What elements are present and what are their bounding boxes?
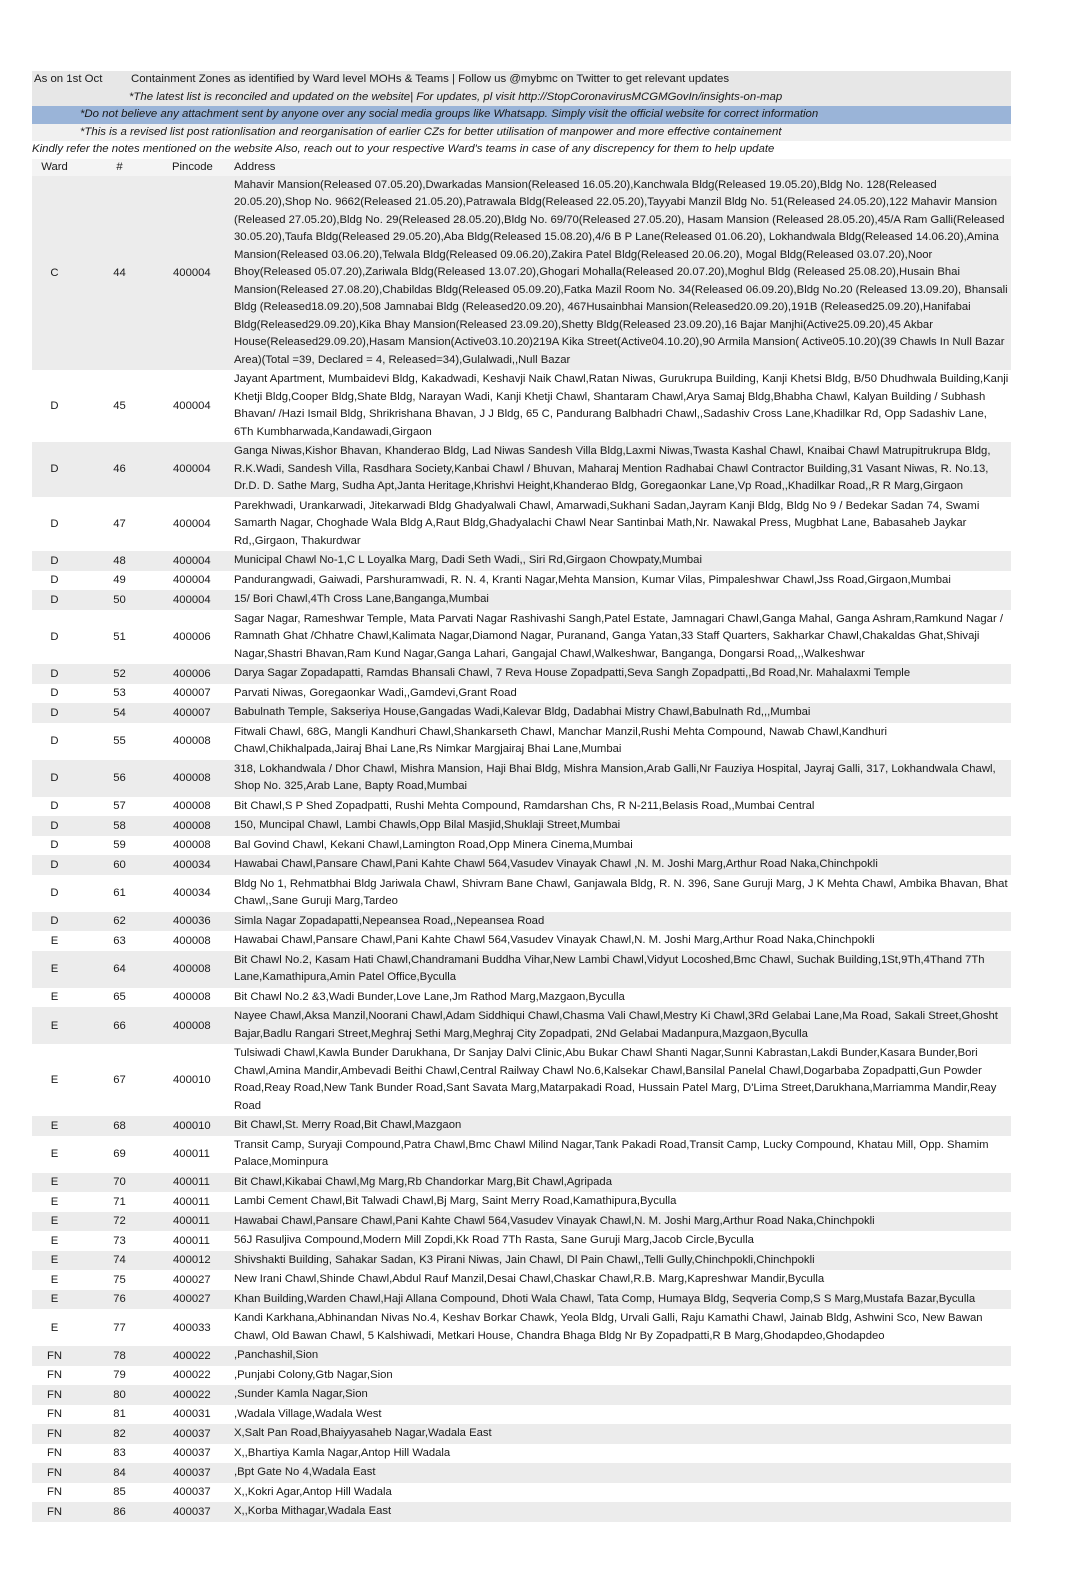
table-row (32, 1309, 1011, 1346)
ward-cell: E (32, 951, 77, 988)
ward-cell: D (32, 370, 77, 442)
pincode-cell: 400034 (162, 855, 232, 875)
pincode-cell: 400008 (162, 988, 232, 1008)
note-latest: *The latest list is reconciled and updated on the website| For updates, pl visit http://StopCoronavirusMCGMGovIn/insights-on-map (32, 89, 1011, 107)
ward-cell: FN (32, 1385, 77, 1405)
pincode-cell: 400034 (162, 875, 232, 912)
table-row (32, 1270, 1011, 1290)
number-cell: 56 (77, 760, 162, 797)
pincode-cell: 400036 (162, 912, 232, 932)
pincode-cell: 400004 (162, 590, 232, 610)
number-cell: 59 (77, 836, 162, 856)
table-row (32, 1136, 1011, 1173)
address-cell: Simla Nagar Zopadapatti,Nepeansea Road,,Nepeansea Road (232, 912, 1011, 932)
number-cell: 63 (77, 931, 162, 951)
ward-cell: D (32, 590, 77, 610)
number-cell: 69 (77, 1136, 162, 1173)
table-row (32, 951, 1011, 988)
address-cell: Sagar Nagar, Rameshwar Temple, Mata Parvati Nagar Rashivashi Sangh,Patel Estate, Jamnagari Chawl,Ganga Mahal, Ganga Ashram,Ramkund Nagar / Ramnath Ghat /Chhatre Chawl,Kalimata Nagar,Diamond Nagar, Puranand, Ganga Yatan,33 Staff Quarters, Sakharkar Chawl,Chakaldas Ghat,Shivaji Nagar,Shastri Bhavan,Ram Kund Nagar,Ganga Lahari, Gangajal Chawl,Walkeshwar, Banganga, Dongarsi Road,,,Walkeshwar (232, 610, 1011, 665)
table-row (32, 1346, 1011, 1366)
number-cell: 46 (77, 442, 162, 497)
column-header-number: # (77, 159, 162, 176)
address-cell: Bldg No 1, Rehmatbhai Bldg Jariwala Chawl, Shivram Bane Chawl, Ganjawala Bldg, R. N. 396, Sane Guruji Marg, J K Mehta Chawl, Ambika Bhavan, Bhat Chawl,,Sane Guruji Marg,Tardeo (232, 875, 1011, 912)
ward-cell: E (32, 1192, 77, 1212)
address-cell: Hawabai Chawl,Pansare Chawl,Pani Kahte Chawl 564,Vasudev Vinayak Chawl,N. M. Joshi Marg,Arthur Road Naka,Chinchpokli (232, 931, 1011, 951)
column-header-row (32, 159, 1011, 176)
ward-cell: D (32, 816, 77, 836)
number-cell: 64 (77, 951, 162, 988)
address-cell: Khan Building,Warden Chawl,Haji Allana Compound, Dhoti Wala Chawl, Tata Comp, Humaya Bldg, Seqveria Comp,S S Marg,Mustafa Bazar,Byculla (232, 1290, 1011, 1310)
address-cell: Babulnath Temple, Sakseriya House,Gangadas Wadi,Kalevar Bldg, Dadabhai Mistry Chawl,Babulnath Rd,,,Mumbai (232, 703, 1011, 723)
number-cell: 86 (77, 1502, 162, 1522)
table-row (32, 1044, 1011, 1116)
ward-cell: E (32, 1116, 77, 1136)
number-cell: 67 (77, 1044, 162, 1116)
number-cell: 51 (77, 610, 162, 665)
pincode-cell: 400007 (162, 703, 232, 723)
table-row (32, 1231, 1011, 1251)
table-row (32, 684, 1011, 704)
number-cell: 61 (77, 875, 162, 912)
number-cell: 76 (77, 1290, 162, 1310)
address-cell: Mahavir Mansion(Released 07.05.20),Dwarkadas Mansion(Released 16.05.20),Kanchwala Bldg(Released 19.05.20),Bldg No. 128(Released 20.05.20),Shop No. 9662(Released 21.05.20),Patrawala Bldg(Released 22.05.20),Tayyabi Manzil Bldg No. 51(Released 24.05.20),122 Mahavir Mansion (Released 27.05.20),Bldg No. 29(Released 28.05.20),Bldg No. 69/70(Released 27.05.20), Hasam Mansion (Released 28.05.20),45/A Ram Galli(Released 30.05.20),Taufa Bldg(Released 29.05.20),Aba Bldg(Released 15.08.20),4/6 B P Lane(Released 01.06.20), Lokhandwala Bldg(Released 14.06.20),Amina Mansion(Released 03.06.20),Telwala Bldg(Released 09.06.20),Zakira Patel Bldg(Released 20.06.20), Mogal Bldg(Released 03.07.20),Noor Bhoy(Released 05.07.20),Zariwala Bldg(Released 13.07.20),Ghogari Mohalla(Released 20.07.20),Moghul Bldg (Released 25.08.20),Husain Bhai Mansion(Released 27.08.20),Chabildas Bldg(Released 05.09.20),Fatka Mazil Room No. 34(Released 06.09.20),Bldg No.20 (Released 13.09.20), Bhansali Bldg (Released18.09.20),508 Jamnabai Bldg (Released20.09.20), 467Husainbhai Mansion(Released20.09.20),191B (Released25.09.20),Hanifabai Bldg(Released29.09.20),Kika Bhay Mansion(Released 23.09.20),Shetty Bldg(Released 23.09.20),16 Bajar Manjhi(Active25.09.20),45 Akbar House(Released29.09.20),Hasam Mansion(Active03.10.20)219A Kika Street(Active04.10.20),90 Armila Mansion( Active05.10.20)(39 Chawls In Null Bazar Area)(Total =39, Declared = 4, Released=34),Gulalwadi,,Null Bazar (232, 176, 1011, 371)
number-cell: 81 (77, 1405, 162, 1425)
table-row (32, 590, 1011, 610)
table-row (32, 610, 1011, 665)
ward-cell: E (32, 1173, 77, 1193)
table-row (32, 912, 1011, 932)
number-cell: 45 (77, 370, 162, 442)
pincode-cell: 400037 (162, 1444, 232, 1464)
pincode-cell: 400010 (162, 1044, 232, 1116)
number-cell: 57 (77, 797, 162, 817)
number-cell: 68 (77, 1116, 162, 1136)
table-row (32, 571, 1011, 591)
table-row (32, 551, 1011, 571)
address-cell: ,Wadala Village,Wadala West (232, 1405, 1011, 1425)
number-cell: 58 (77, 816, 162, 836)
address-cell: Bal Govind Chawl, Kekani Chawl,Lamington Road,Opp Minera Cinema,Mumbai (232, 836, 1011, 856)
table-row (32, 1116, 1011, 1136)
table-row (32, 1290, 1011, 1310)
ward-cell: D (32, 703, 77, 723)
table-row (32, 1405, 1011, 1425)
pincode-cell: 400008 (162, 723, 232, 760)
table-row (32, 816, 1011, 836)
pincode-cell: 400022 (162, 1385, 232, 1405)
number-cell: 65 (77, 988, 162, 1008)
ward-cell: E (32, 988, 77, 1008)
address-cell: Tulsiwadi Chawl,Kawla Bunder Darukhana, Dr Sanjay Dalvi Clinic,Abu Bukar Chawl Shanti Nagar,Sunni Kabrastan,Lakdi Bunder,Kasara Bunder,Bori Chawl,Amina Mandir,Ambevadi Beithi Chawl,Central Railway Chawl No.6,Kalsekar Chawl,Bansilal Panelal Chawl,Dogarbaba Zopadpatti,Gun Powder Road,Reay Road,New Tank Bunder Road,Sant Savata Marg,Matarpakadi Road, Hussain Patel Marg, D'Lima Street,Darukhana,Marriamma Mandir,Reay Road (232, 1044, 1011, 1116)
pincode-cell: 400004 (162, 370, 232, 442)
number-cell: 84 (77, 1463, 162, 1483)
number-cell: 48 (77, 551, 162, 571)
pincode-cell: 400008 (162, 797, 232, 817)
table-row (32, 988, 1011, 1008)
table-row (32, 442, 1011, 497)
number-cell: 79 (77, 1366, 162, 1386)
number-cell: 74 (77, 1251, 162, 1271)
ward-cell: E (32, 1231, 77, 1251)
table-row (32, 1463, 1011, 1483)
pincode-cell: 400008 (162, 816, 232, 836)
table-body (32, 176, 1011, 1522)
number-cell: 73 (77, 1231, 162, 1251)
address-cell: X,,Bhartiya Kamla Nagar,Antop Hill Wadala (232, 1444, 1011, 1464)
ward-cell: FN (32, 1405, 77, 1425)
containment-zone-sheet (32, 71, 1011, 1522)
note-kindly: Kindly refer the notes mentioned on the website Also, reach out to your respective Ward's teams in case of any discrepency for them to help update (32, 141, 1011, 159)
column-header-address: Address (232, 159, 1011, 176)
address-cell: Bit Chawl No.2 &3,Wadi Bunder,Love Lane,Jm Rathod Marg,Mazgaon,Byculla (232, 988, 1011, 1008)
ward-cell: E (32, 1136, 77, 1173)
as-on-date: As on 1st Oct (34, 73, 103, 85)
number-cell: 54 (77, 703, 162, 723)
number-cell: 70 (77, 1173, 162, 1193)
number-cell: 72 (77, 1212, 162, 1232)
ward-cell: E (32, 1290, 77, 1310)
table-row (32, 760, 1011, 797)
address-cell: Bit Chawl,S P Shed Zopadpatti, Rushi Mehta Compound, Ramdarshan Chs, R N-211,Belasis Road,,Mumbai Central (232, 797, 1011, 817)
ward-cell: D (32, 797, 77, 817)
pincode-cell: 400037 (162, 1463, 232, 1483)
number-cell: 75 (77, 1270, 162, 1290)
ward-cell: D (32, 664, 77, 684)
address-cell: Municipal Chawl No-1,C L Loyalka Marg, Dadi Seth Wadi,, Siri Rd,Girgaon Chowpaty,Mumbai (232, 551, 1011, 571)
ward-cell: E (32, 931, 77, 951)
pincode-cell: 400004 (162, 551, 232, 571)
pincode-cell: 400011 (162, 1231, 232, 1251)
pincode-cell: 400008 (162, 931, 232, 951)
number-cell: 60 (77, 855, 162, 875)
pincode-cell: 400004 (162, 442, 232, 497)
table-row (32, 1502, 1011, 1522)
pincode-cell: 400008 (162, 951, 232, 988)
number-cell: 55 (77, 723, 162, 760)
ward-cell: C (32, 176, 77, 371)
address-cell: X,Salt Pan Road,Bhaiyyasaheb Nagar,Wadala East (232, 1424, 1011, 1444)
pincode-cell: 400006 (162, 664, 232, 684)
number-cell: 66 (77, 1007, 162, 1044)
pincode-cell: 400006 (162, 610, 232, 665)
number-cell: 71 (77, 1192, 162, 1212)
ward-cell: E (32, 1212, 77, 1232)
table-row (32, 1444, 1011, 1464)
ward-cell: FN (32, 1502, 77, 1522)
ward-cell: FN (32, 1346, 77, 1366)
address-cell: Parekhwadi, Urankarwadi, Jitekarwadi Bldg Ghadyalwali Chawl, Amarwadi,Sukhani Sadan,Jayram Kanji Bldg, Bldg No 9 / Bedekar Sadan 74, Swami Samarth Nagar, Choghade Wala Bldg A,Raut Bldg,Ghadyalachi Chawl Near Santinbai Math,Nr. Nawakal Press, Mugbhat Lane, Babasaheb Jaykar Rd,,Girgaon, Thakurdwar (232, 497, 1011, 552)
table-row (32, 703, 1011, 723)
ward-cell: FN (32, 1424, 77, 1444)
pincode-cell: 400004 (162, 571, 232, 591)
table-row (32, 1366, 1011, 1386)
table-row (32, 497, 1011, 552)
address-cell: Fitwali Chawl, 68G, Mangli Kandhuri Chawl,Shankarseth Chawl, Manchar Manzil,Rushi Mehta Compound, Nawab Chawl,Kandhuri Chawl,Chikhalpada,Jairaj Bhai Lane,Rs Nimkar Margjairaj Bhai Lane,Mumbai (232, 723, 1011, 760)
ward-cell: D (32, 684, 77, 704)
address-cell: Ganga Niwas,Kishor Bhavan, Khanderao Bldg, Lad Niwas Sandesh Villa Bldg,Laxmi Niwas,Twasta Kashal Chawl, Knaibai Chawl Matrupitrukrupa Bldg, R.K.Wadi, Sandesh Villa, Rasdhara Society,Kanbai Chawl / Bhuvan, Maharaj Mention Radhabai Chawl Contractor Building,31 Vasant Niwas, R. No.13, Dr.D. D. Sathe Marg, Sudha Apt,Janta Heritage,Khrishvi Height,Khanderao Bldg, Goregaonkar Lane,Vp Road,,Khadilkar Road,,R R Marg,Girgaon (232, 442, 1011, 497)
column-header-pincode: Pincode (162, 159, 232, 176)
address-cell: Darya Sagar Zopadapatti, Ramdas Bhansali Chawl, 7 Reva House Zopadpatti,Seva Sangh Zopadpatti,,Bd Road,Nr. Mahalaxmi Temple (232, 664, 1011, 684)
pincode-cell: 400033 (162, 1309, 232, 1346)
ward-cell: E (32, 1044, 77, 1116)
ward-cell: D (32, 912, 77, 932)
address-cell: Parvati Niwas, Goregaonkar Wadi,,Gamdevi,Grant Road (232, 684, 1011, 704)
number-cell: 53 (77, 684, 162, 704)
table-row (32, 1483, 1011, 1503)
address-cell: Pandurangwadi, Gaiwadi, Parshuramwadi, R. N. 4, Kranti Nagar,Mehta Mansion, Kumar Vilas, Pimpaleshwar Chawl,Jss Road,Girgaon,Mumbai (232, 571, 1011, 591)
pincode-cell: 400027 (162, 1270, 232, 1290)
address-cell: Shivshakti Building, Sahakar Sadan, K3 Pirani Niwas, Jain Chawl, Dl Pain Chawl,,Telli Gully,Chinchpokli,Chinchpokli (232, 1251, 1011, 1271)
address-cell: 318, Lokhandwala / Dhor Chawl, Mishra Mansion, Haji Bhai Bldg, Mishra Mansion,Arab Galli,Nr Fauziya Hospital, Jayraj Galli, 317, Lokhandwala Chawl, Shop No. 325,Arab Lane, Bapty Road,Mumbai (232, 760, 1011, 797)
pincode-cell: 400008 (162, 836, 232, 856)
number-cell: 50 (77, 590, 162, 610)
table-row (32, 1212, 1011, 1232)
address-cell: ,Panchashil,Sion (232, 1346, 1011, 1366)
ward-cell: D (32, 497, 77, 552)
pincode-cell: 400011 (162, 1192, 232, 1212)
number-cell: 85 (77, 1483, 162, 1503)
pincode-cell: 400008 (162, 760, 232, 797)
ward-cell: D (32, 551, 77, 571)
address-cell: 56J Rasuljiva Compound,Modern Mill Zopdi,Kk Road 7Th Rasta, Sane Guruji Marg,Jacob Circle,Byculla (232, 1231, 1011, 1251)
pincode-cell: 400007 (162, 684, 232, 704)
pincode-cell: 400012 (162, 1251, 232, 1271)
number-cell: 77 (77, 1309, 162, 1346)
pincode-cell: 400008 (162, 1007, 232, 1044)
address-cell: 15/ Bori Chawl,4Th Cross Lane,Banganga,Mumbai (232, 590, 1011, 610)
address-cell: ,Punjabi Colony,Gtb Nagar,Sion (232, 1366, 1011, 1386)
table-row (32, 1424, 1011, 1444)
column-header-ward: Ward (32, 159, 77, 176)
pincode-cell: 400037 (162, 1502, 232, 1522)
table-row (32, 176, 1011, 371)
ward-cell: E (32, 1309, 77, 1346)
ward-cell: D (32, 610, 77, 665)
warning-banner: *Do not believe any attachment sent by anyone over any social media groups like Whatsapp. Simply visit the official website for correct information (32, 106, 1011, 124)
table-row (32, 836, 1011, 856)
number-cell: 80 (77, 1385, 162, 1405)
table-row (32, 875, 1011, 912)
pincode-cell: 400037 (162, 1424, 232, 1444)
pincode-cell: 400011 (162, 1136, 232, 1173)
address-cell: Kandi Karkhana,Abhinandan Nivas No.4, Keshav Borkar Chawk, Yeola Bldg, Urvali Galli, Raju Kamathi Chawl, Jainab Bldg, Ashwini Sco, New Bawan Chawl, Old Bawan Chawl, 5 Kalshiwadi, Metkari House, Chandra Bhaga Bldg Nr By Zopadpatti,R B Marg,Ghodapdeo,Ghodapdeo (232, 1309, 1011, 1346)
address-cell: X,,Korba Mithagar,Wadala East (232, 1502, 1011, 1522)
address-cell: Bit Chawl No.2, Kasam Hati Chawl,Chandramani Buddha Vihar,New Lambi Chawl,Vidyut Locoshed,Bmc Chawl, Suchak Building,1St,9Th,4Thand 7Th Lane,Kamathipura,Amin Patel Office,Byculla (232, 951, 1011, 988)
ward-cell: E (32, 1270, 77, 1290)
containment-table (32, 159, 1011, 1522)
header-row-title (32, 71, 1011, 89)
address-cell: Transit Camp, Suryaji Compound,Patra Chawl,Bmc Chawl Milind Nagar,Tank Pakadi Road,Transit Camp, Lucky Compound, Khatau Mill, Opp. Shamim Palace,Mominpura (232, 1136, 1011, 1173)
table-row (32, 1007, 1011, 1044)
pincode-cell: 400037 (162, 1483, 232, 1503)
address-cell: X,,Kokri Agar,Antop Hill Wadala (232, 1483, 1011, 1503)
address-cell: Hawabai Chawl,Pansare Chawl,Pani Kahte Chawl 564,Vasudev Vinayak Chawl,N. M. Joshi Marg,Arthur Road Naka,Chinchpokli (232, 1212, 1011, 1232)
ward-cell: D (32, 571, 77, 591)
number-cell: 83 (77, 1444, 162, 1464)
address-cell: Hawabai Chawl,Pansare Chawl,Pani Kahte Chawl 564,Vasudev Vinayak Chawl ,N. M. Joshi Marg,Arthur Road Naka,Chinchpokli (232, 855, 1011, 875)
ward-cell: D (32, 723, 77, 760)
table-row (32, 664, 1011, 684)
table-row (32, 855, 1011, 875)
pincode-cell: 400011 (162, 1173, 232, 1193)
table-row (32, 1251, 1011, 1271)
number-cell: 47 (77, 497, 162, 552)
ward-cell: D (32, 836, 77, 856)
table-row (32, 1173, 1011, 1193)
pincode-cell: 400027 (162, 1290, 232, 1310)
pincode-cell: 400011 (162, 1212, 232, 1232)
number-cell: 82 (77, 1424, 162, 1444)
ward-cell: FN (32, 1463, 77, 1483)
ward-cell: D (32, 875, 77, 912)
address-cell: Bit Chawl,Kikabai Chawl,Mg Marg,Rb Chandorkar Marg,Bit Chawl,Agripada (232, 1173, 1011, 1193)
number-cell: 78 (77, 1346, 162, 1366)
table-row (32, 1192, 1011, 1212)
pincode-cell: 400010 (162, 1116, 232, 1136)
number-cell: 49 (77, 571, 162, 591)
ward-cell: FN (32, 1366, 77, 1386)
table-row (32, 1385, 1011, 1405)
address-cell: Nayee Chawl,Aksa Manzil,Noorani Chawl,Adam Siddhiqui Chawl,Chasma Vali Chawl,Mestry Ki Chawl,3Rd Gelabai Lane,Ma Road, Sakali Street,Ghosht Bajar,Badlu Rangari Street,Meghraj Sethi Marg,Meghraj City Zopadpati, 2Nd Gelabai Madanpura,Mazgaon,Byculla (232, 1007, 1011, 1044)
pincode-cell: 400004 (162, 497, 232, 552)
sheet-title: Containment Zones as identified by Ward level MOHs & Teams | Follow us @mybmc on Twitter to get relevant updates (131, 73, 730, 85)
number-cell: 52 (77, 664, 162, 684)
table-row (32, 370, 1011, 442)
ward-cell: D (32, 442, 77, 497)
table-row (32, 931, 1011, 951)
pincode-cell: 400031 (162, 1405, 232, 1425)
number-cell: 62 (77, 912, 162, 932)
pincode-cell: 400004 (162, 176, 232, 371)
address-cell: ,Bpt Gate No 4,Wadala East (232, 1463, 1011, 1483)
ward-cell: FN (32, 1483, 77, 1503)
pincode-cell: 400022 (162, 1366, 232, 1386)
address-cell: New Irani Chawl,Shinde Chawl,Abdul Rauf Manzil,Desai Chawl,Chaskar Chawl,R.B. Marg,Kapreshwar Mandir,Byculla (232, 1270, 1011, 1290)
address-cell: 150, Muncipal Chawl, Lambi Chawls,Opp Bilal Masjid,Shuklaji Street,Mumbai (232, 816, 1011, 836)
address-cell: Lambi Cement Chawl,Bit Talwadi Chawl,Bj Marg, Saint Merry Road,Kamathipura,Byculla (232, 1192, 1011, 1212)
ward-cell: E (32, 1251, 77, 1271)
address-cell: Jayant Apartment, Mumbaidevi Bldg, Kakadwadi, Keshavji Naik Chawl,Ratan Niwas, Gurukrupa Building, Kanji Khetsi Bldg, B/50 Dhudhwala Building,Kanji Khetji Bldg,Cooper Bldg,Shate Bldg, Narayan Wadi, Kanji Khetji Chawl, Shantaram Chawl,Arya Samaj Bldg,Bhabha Chawl, Kalyan Building / Subhash Bhavan/ /Hazi Ismail Bldg, Shrikrishana Bhavan, J J Bldg, 65 C, Pandurang Balbhadri Chawl,,Sadashiv Cross Lane,Khadilkar Rd, Opp Sadashiv Lane, 6Th Kumbharwada,Kandawadi,Girgaon (232, 370, 1011, 442)
ward-cell: E (32, 1007, 77, 1044)
address-cell: ,Sunder Kamla Nagar,Sion (232, 1385, 1011, 1405)
note-revised: *This is a revised list post rationlisation and reorganisation of earlier CZs for better utilisation of manpower and more effective containement (32, 124, 1011, 142)
number-cell: 44 (77, 176, 162, 371)
ward-cell: FN (32, 1444, 77, 1464)
ward-cell: D (32, 855, 77, 875)
address-cell: Bit Chawl,St. Merry Road,Bit Chawl,Mazgaon (232, 1116, 1011, 1136)
pincode-cell: 400022 (162, 1346, 232, 1366)
table-row (32, 723, 1011, 760)
table-row (32, 797, 1011, 817)
ward-cell: D (32, 760, 77, 797)
